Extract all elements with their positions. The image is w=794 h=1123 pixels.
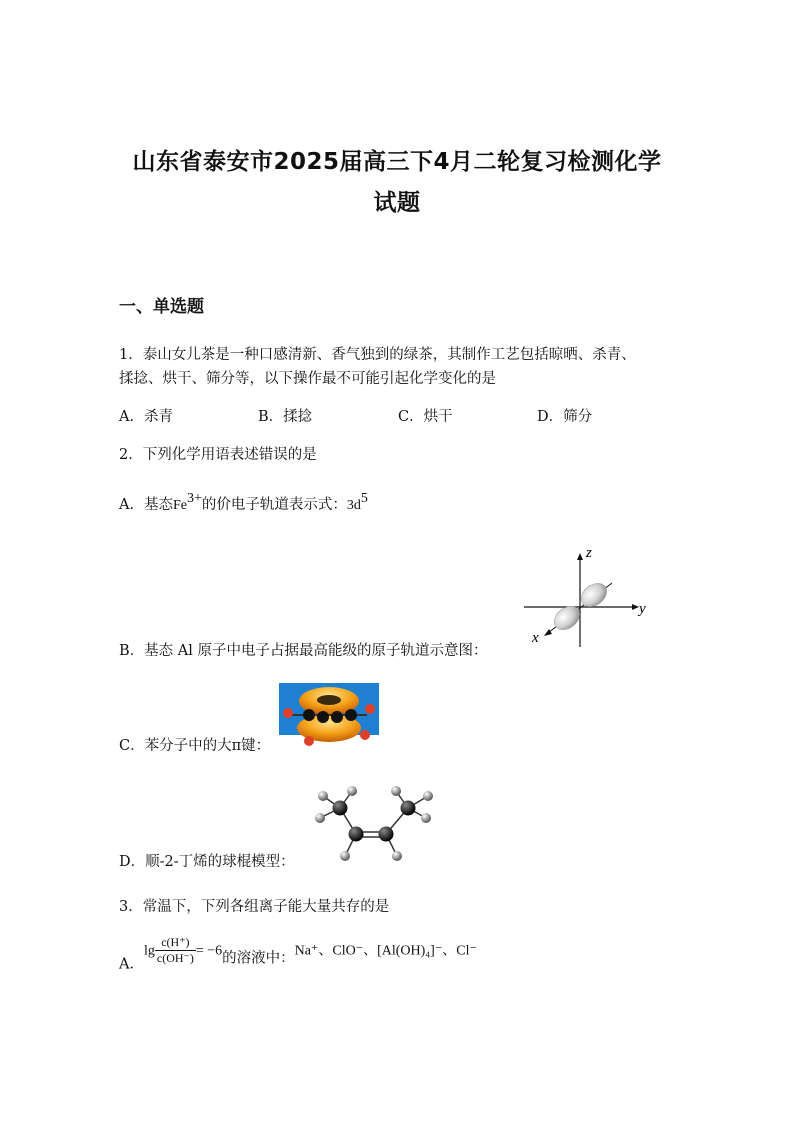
q3-a-ions: Na⁺、ClO⁻、[Al(OH)₄]⁻、Cl⁻	[294, 943, 477, 959]
q2-a-config: 3d	[346, 498, 361, 513]
q2-stem: 2．下列化学用语表述错误的是	[119, 447, 317, 463]
q1-stem-line1: 1．泰山女儿茶是一种口感清新、香气独到的绿茶，其制作工艺包括晾晒、杀青、	[119, 347, 636, 363]
q2-option-b: B．基态 Al 原子中电子占据最高能级的原子轨道示意图：	[119, 643, 488, 659]
q3-a-mid: 的溶液中：	[222, 950, 295, 967]
q2-option-c: C．苯分子中的大π键：	[119, 738, 271, 754]
section-heading: 一、单选题	[119, 297, 204, 317]
p-orbital-diagram	[522, 545, 652, 650]
q3-option-a	[119, 935, 477, 974]
y-axis-label: y	[639, 601, 646, 617]
q3-stem: 3．常温下，下列各组离子能大量共存的是	[119, 899, 390, 915]
z-axis-label: z	[586, 545, 592, 561]
q2-a-mid: 的价电子轨道表示式：	[201, 497, 347, 513]
q2-a-charge: 3+	[186, 491, 202, 506]
q3-a-equals: = −6	[195, 943, 223, 959]
q2-option-d: D．顺-2-丁烯的球棍模型：	[119, 854, 295, 870]
q3-a-fraction	[155, 935, 196, 966]
q3-a-lg: lg	[143, 943, 155, 959]
page-title: 山东省泰安市2025届高三下4月二轮复习检测化学	[132, 149, 662, 175]
q3-a-denominator: c(OH⁻)	[156, 951, 194, 965]
q1-option-a: A．杀青	[119, 409, 173, 425]
page-title-line2: 试题	[373, 190, 421, 216]
q3-a-numerator: c(H⁺)	[155, 935, 196, 951]
q1-option-b: B．揉捻	[258, 409, 313, 425]
x-axis-label: x	[532, 630, 539, 646]
benzene-pi-bond-image	[279, 683, 379, 749]
q1-stem-line2: 揉捻、烘干、筛分等，以下操作最不可能引起化学变化的是	[119, 371, 496, 387]
q2-a-ion: Fe	[172, 498, 187, 513]
q2-option-a	[119, 491, 368, 514]
q1-option-d: D．筛分	[537, 409, 593, 425]
cis-2-butene-model	[312, 786, 436, 864]
q3-a-label: A．	[119, 956, 144, 973]
q1-option-c: C．烘干	[398, 409, 453, 425]
q2-a-exponent: 5	[360, 491, 368, 506]
q2-a-prefix: A．基态	[119, 497, 173, 513]
